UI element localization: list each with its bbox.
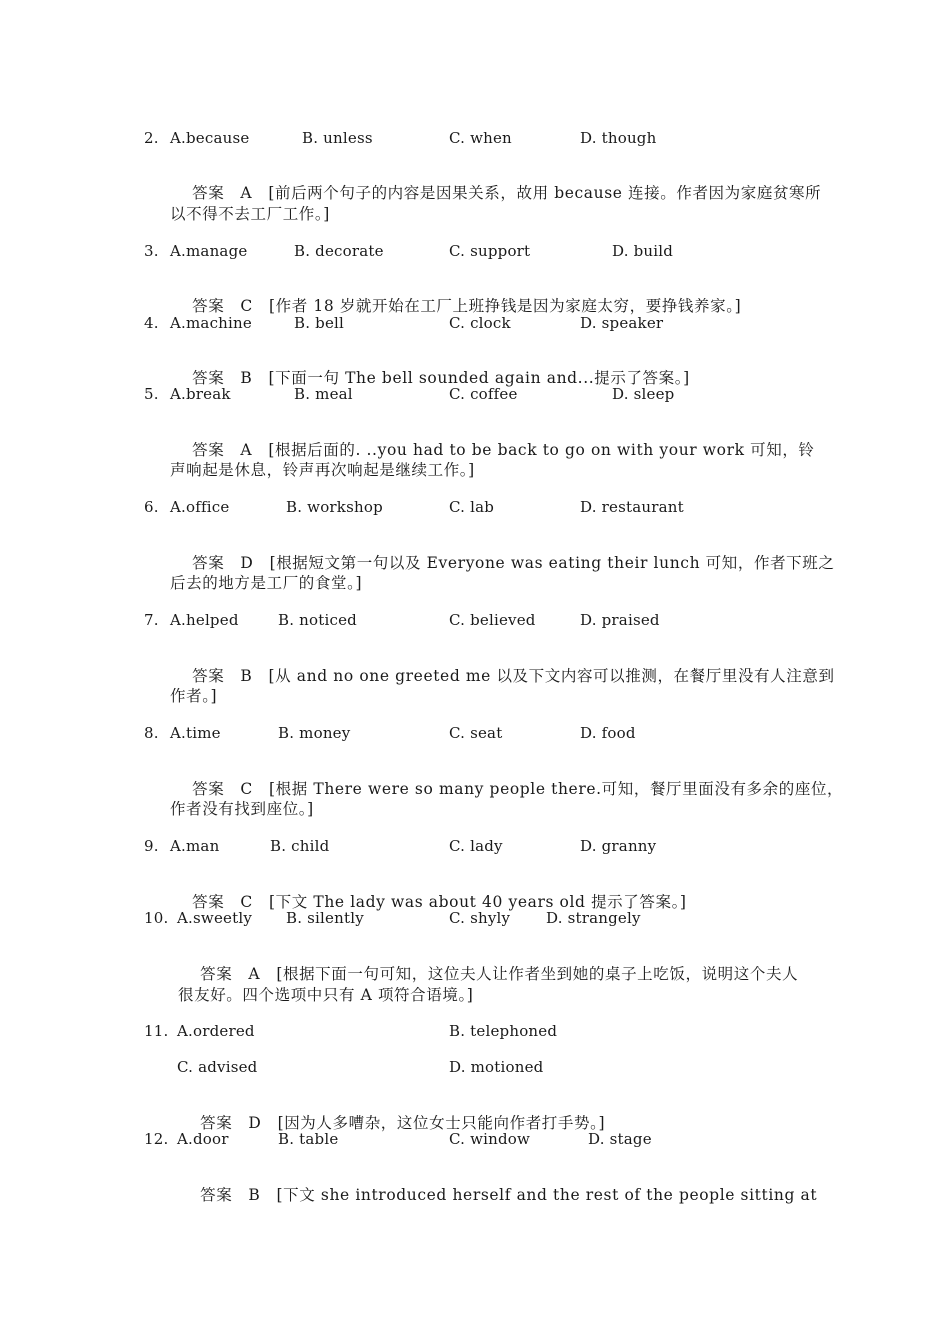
option-d: D. praised	[580, 611, 660, 629]
option-c: C. when	[449, 129, 512, 147]
option-a: A.ordered	[177, 1022, 255, 1040]
answer-label: 答案	[192, 441, 225, 459]
option-a: A.man	[170, 837, 220, 855]
option-a: A.door	[177, 1130, 229, 1148]
answer-label: 答案	[200, 1114, 233, 1132]
option-a: A.break	[170, 385, 231, 403]
option-d: D. though	[580, 129, 657, 147]
answer-letter: A	[240, 184, 253, 202]
option-b: B. decorate	[294, 242, 384, 260]
question-number: 7.	[144, 611, 159, 629]
option-b: B. bell	[294, 314, 345, 332]
explanation-continued: 作者没有找到座位。]	[170, 800, 314, 818]
option-a: A.manage	[170, 242, 248, 260]
explanation-text: [下文 The lady was about 40 years old 提示了答案。]	[269, 893, 687, 911]
option-a: A.sweetly	[177, 909, 252, 927]
option-c: C. support	[449, 242, 531, 260]
question-number: 5.	[144, 385, 159, 403]
answer-letter: A	[240, 441, 253, 459]
answer-letter: C	[240, 297, 253, 315]
explanation-continued: 很友好。四个选项中只有 A 项符合语境。]	[178, 986, 474, 1004]
option-b: B. meal	[294, 385, 353, 403]
option-b: B. money	[278, 724, 351, 742]
option-c: C. clock	[449, 314, 511, 332]
option-b: B. child	[270, 837, 330, 855]
answer-letter: D	[240, 554, 254, 572]
question-number: 3.	[144, 242, 159, 260]
explanation-text: [下面一句 The bell sounded again and...提示了答案。]	[268, 369, 690, 387]
explanation-text: [根据短文第一句以及 Everyone was eating their lunch 可知，作者下班之	[269, 554, 835, 572]
option-a: A.machine	[170, 314, 252, 332]
explanation-continued: 声响起是休息，铃声再次响起是继续工作。]	[170, 461, 475, 479]
explanation-text: [根据 There were so many people there.可知，餐厅里面没有多余的座位，	[269, 780, 844, 798]
option-d: D. sleep	[612, 385, 675, 403]
option-d: D. strangely	[546, 909, 641, 927]
option-c: C. lab	[449, 498, 495, 516]
option-b: B. unless	[302, 129, 373, 147]
option-c: C. believed	[449, 611, 536, 629]
option-a: A.helped	[170, 611, 239, 629]
question-number: 4.	[144, 314, 159, 332]
option-d: D. stage	[588, 1130, 652, 1148]
answer-label: 答案	[200, 1186, 233, 1204]
answer-letter: B	[240, 667, 253, 685]
question-number: 8.	[144, 724, 159, 742]
question-number: 6.	[144, 498, 159, 516]
answer-letter: C	[240, 893, 253, 911]
question-number: 2.	[144, 129, 159, 147]
option-a: A.time	[170, 724, 221, 742]
option-c: C. advised	[177, 1058, 258, 1076]
option-c: C. seat	[449, 724, 503, 742]
option-c: C. coffee	[449, 385, 518, 403]
option-b: B. workshop	[286, 498, 383, 516]
option-d: D. granny	[580, 837, 657, 855]
question-number: 11.	[144, 1022, 169, 1040]
explanation-text: [根据下面一句可知，这位夫人让作者坐到她的桌子上吃饭，说明这个夫人	[276, 965, 799, 983]
explanation-continued: 后去的地方是工厂的食堂。]	[170, 574, 363, 592]
answer-label: 答案	[192, 780, 225, 798]
option-b: B. telephoned	[449, 1022, 558, 1040]
answer-label: 答案	[192, 184, 225, 202]
answer-label: 答案	[200, 965, 233, 983]
answer-label: 答案	[192, 893, 225, 911]
explanation-text: [根据后面的. ..you had to be back to go on with your work 可知，铃	[268, 441, 815, 459]
option-b: B. silently	[286, 909, 364, 927]
option-c: C. lady	[449, 837, 503, 855]
explanation-text: [因为人多嘈杂，这位女士只能向作者打手势。]	[277, 1114, 606, 1132]
option-b: B. table	[278, 1130, 339, 1148]
explanation-text: [从 and no one greeted me 以及下文内容可以推测，在餐厅里没有人注意到	[268, 667, 835, 685]
option-c: C. window	[449, 1130, 531, 1148]
answer-line	[178, 1165, 817, 1225]
answer-label: 答案	[192, 667, 225, 685]
explanation-continued: 作者。]	[170, 687, 218, 705]
answer-letter: B	[248, 1186, 261, 1204]
option-d: D. speaker	[580, 314, 664, 332]
answer-letter: A	[248, 965, 261, 983]
answer-letter: B	[240, 369, 253, 387]
answer-label: 答案	[192, 554, 225, 572]
option-a: A.office	[170, 498, 230, 516]
question-number: 10.	[144, 909, 169, 927]
answer-letter: C	[240, 780, 253, 798]
explanation-text: [作者 18 岁就开始在工厂上班挣钱是因为家庭太穷，要挣钱养家。]	[269, 297, 742, 315]
option-d: D. food	[580, 724, 636, 742]
option-d: D. restaurant	[580, 498, 684, 516]
option-c: C. shyly	[449, 909, 511, 927]
answer-label: 答案	[192, 297, 225, 315]
explanation-text: [下文 she introduced herself and the rest of the people sitting at	[276, 1186, 818, 1204]
option-a: A.because	[170, 129, 250, 147]
question-number: 9.	[144, 837, 159, 855]
question-number: 12.	[144, 1130, 169, 1148]
option-b: B. noticed	[278, 611, 357, 629]
explanation-text: [前后两个句子的内容是因果关系，故用 because 连接。作者因为家庭贫寒所	[268, 184, 822, 202]
option-d: D. build	[612, 242, 674, 260]
option-d: D. motioned	[449, 1058, 544, 1076]
answer-line	[170, 646, 835, 706]
answer-letter: D	[248, 1114, 262, 1132]
answer-label: 答案	[192, 369, 225, 387]
explanation-continued: 以不得不去工厂工作。]	[170, 205, 330, 223]
